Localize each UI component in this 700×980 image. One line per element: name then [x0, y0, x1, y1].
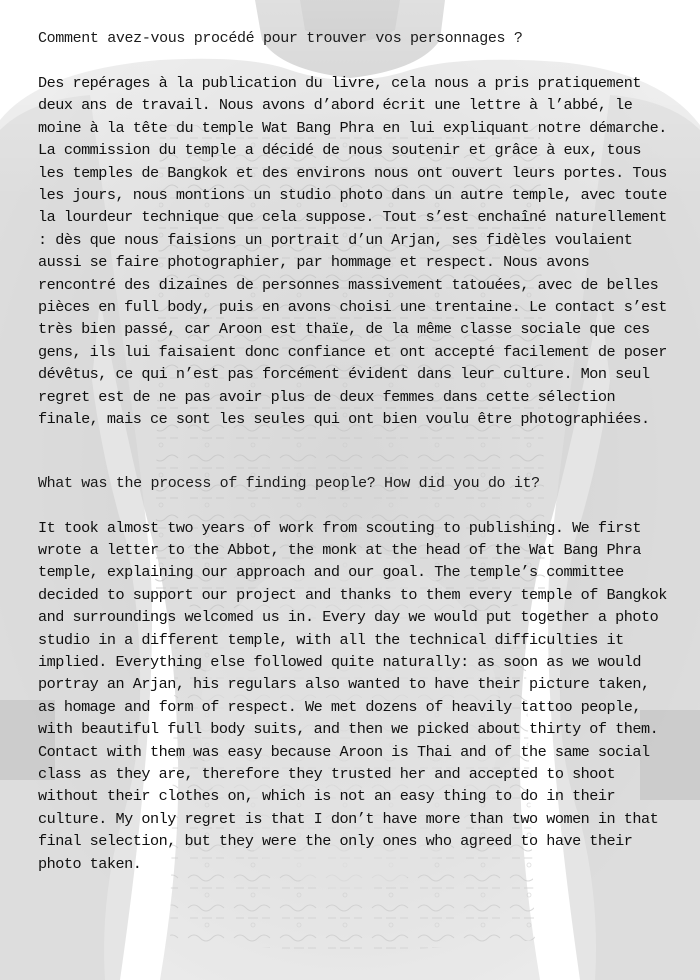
english-question-heading: What was the process of finding people? How did you do it?	[38, 474, 540, 492]
english-answer-paragraph: It took almost two years of work from scouting to publishing. We first wrote a letter to the Abbot, the monk at the head of the Wat Bang Phra temple, explaining our approach and our goal. The temple’s committee decided to support our project and thanks to them every temple of Bangkok and surroundings welcomed us in. Every day we would put together a photo studio in a different temple, with all the technical difficulties it implied. Everything else followed quite naturally: as soon as we would portray an Arjan, his regulars also wanted to have their picture taken, as homage and form of respect. We met dozens of heavily tattoo people, with beautiful full body suits, and then we picked about thirty of them. Contact with them was easy because Aroon is Thai and of the same social class as they are, therefore they trusted her and accepted to shoot without their clothes on, which is not an easy thing to do in their culture. My only regret is that I don’t have more than two women in that final selection, but they were the only ones who agreed to have their photo taken.	[38, 518, 667, 873]
interview-text-block	[38, 28, 670, 875]
french-question-heading: Comment avez-vous procédé pour trouver vos personnages ?	[38, 30, 523, 47]
french-answer-paragraph: Des repérages à la publication du livre, cela nous a pris pratiquement deux ans de travail. Nous avons d’abord écrit une lettre à l’abbé, le moine à la tête du temple Wat Bang Phra en lui expliquant notre démarche. La commission du temple a décidé de nous soutenir et grâce à eux, tous les temples de Bangkok et des environs nous ont ouvert leurs portes. Tous les jours, nous montions un studio photo dans un autre temple, avec toute la lourdeur technique que cela suppose. Tout s’est enchaîné naturellement : dès que nous faisions un portrait d’un Arjan, ses fidèles voulaient aussi se faire photographier, par hommage et respect. Nous avons rencontré des dizaines de personnes massivement tatouées, avec de belles pièces en full body, puis en avons choisi une trentaine. Le contact s’est très bien passé, car Aroon est thaïe, de la même classe sociale que ces gens, ils lui faisaient donc confiance et ont accepté facilement de poser dévêtus, ce qui n’est pas forcément évident dans leur culture. Mon seul regret est de ne pas avoir plus de deux femmes dans cette sélection finale, mais ce sont les seules qui ont bien voulu être photographiées.	[38, 74, 667, 429]
